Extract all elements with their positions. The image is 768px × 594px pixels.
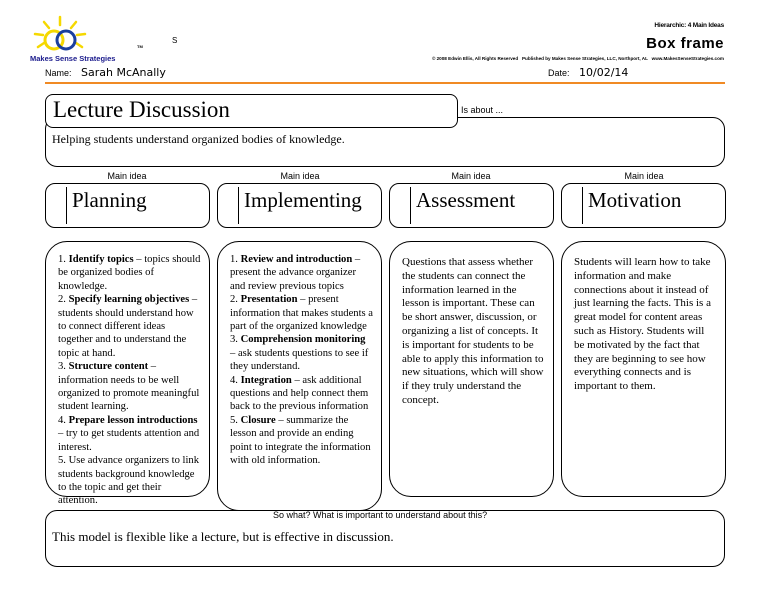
main-idea-label-2: Main idea — [280, 171, 320, 181]
logo-s-mark: S — [172, 36, 178, 45]
is-about-text: Helping students understand organized bodies of knowledge. — [52, 132, 345, 146]
assessment-title: Assessment — [416, 188, 516, 212]
logo-icon — [30, 14, 90, 56]
motivation-title: Motivation — [588, 188, 682, 212]
topic-title: Lecture Discussion — [53, 97, 230, 122]
copyright: © 2008 Edwin Ellis, All Rights Reserved Published by Makes Sense Strategies, LLC, Northport, AL www.MakesSenseStrategies.com — [431, 56, 724, 61]
implementing-item-5: 5. Closure – summarize the lesson and provide an ending point to integrate the information with old information. — [230, 414, 371, 467]
assessment-heading-box — [389, 183, 554, 228]
logo-text: Makes Sense Strategies — [30, 54, 116, 63]
header-divider — [45, 82, 725, 84]
date-value: 10/02/14 — [579, 66, 629, 79]
implementing-item-3: 3. Comprehension monitoring – ask students questions to see if they understand. — [230, 334, 369, 373]
name-value: Sarah McAnally — [81, 66, 166, 79]
planning-body — [45, 241, 210, 507]
planning-item-4: 4. Prepare lesson introductions – try to get students attention and interest. — [58, 414, 200, 453]
implementing-title: Implementing — [244, 188, 362, 212]
motivation-body — [561, 241, 726, 497]
is-about-label: Is about ... — [461, 105, 504, 115]
logo — [30, 14, 143, 64]
planning-item-3: 3. Structure content – information needs to be well organized to promote meaningful student learning. — [58, 361, 200, 413]
planning-item-1: 1. Identify topics – topics should be organized bodies of knowledge. — [58, 254, 201, 292]
assessment-body — [389, 241, 554, 497]
date-label: Date: — [548, 68, 570, 78]
frame-type: Hierarchic: 4 Main Ideas — [654, 22, 724, 29]
implementing-heading-box — [217, 183, 382, 228]
topic-box — [45, 94, 458, 128]
so-what-label: So what? What is important to understand about this? — [273, 510, 488, 520]
so-what-text: This model is flexible like a lecture, but is effective in discussion. — [52, 529, 394, 544]
frame-title: Box frame — [646, 35, 724, 52]
planning-item-2: 2. Specify learning objectives – students should understand how to connect different ideas together and to understand the topic at hand. — [58, 294, 198, 359]
motivation-heading-box — [561, 183, 726, 228]
main-idea-label-3: Main idea — [451, 171, 491, 181]
implementing-item-4: 4. Integration – ask additional questions and help connect them back to the previous information — [230, 374, 369, 413]
assessment-text: Questions that assess whether the students can connect the information learned in the lesson is important. These can be short answer, discussion, or organizing a list of concepts. It is important for students to be able to apply this information to new situations, which will show if they truly understand the concept. — [402, 256, 544, 406]
planning-heading-box — [45, 183, 210, 228]
planning-item-5: 5. Use advance organizers to link students background knowledge to the topic and get their attention. — [58, 455, 200, 507]
implementing-item-1: 1. Review and introduction – present the advance organizer and review previous topics — [230, 254, 361, 292]
logo-tm: TM — [137, 44, 143, 49]
planning-title: Planning — [72, 188, 147, 212]
implementing-item-2: 2. Presentation – present information that makes students a part of the organized knowledge — [230, 294, 373, 333]
main-idea-label-1: Main idea — [107, 171, 147, 181]
main-idea-label-4: Main idea — [624, 171, 664, 181]
implementing-body — [217, 241, 382, 511]
name-label: Name: — [45, 68, 72, 78]
motivation-text: Students will learn how to take information and make connections about it instead of just learning the facts. This is a great model for content areas such as History. Students will be motivated by the fact that they are beginning to see how everything connects and is important to them. — [574, 256, 711, 393]
